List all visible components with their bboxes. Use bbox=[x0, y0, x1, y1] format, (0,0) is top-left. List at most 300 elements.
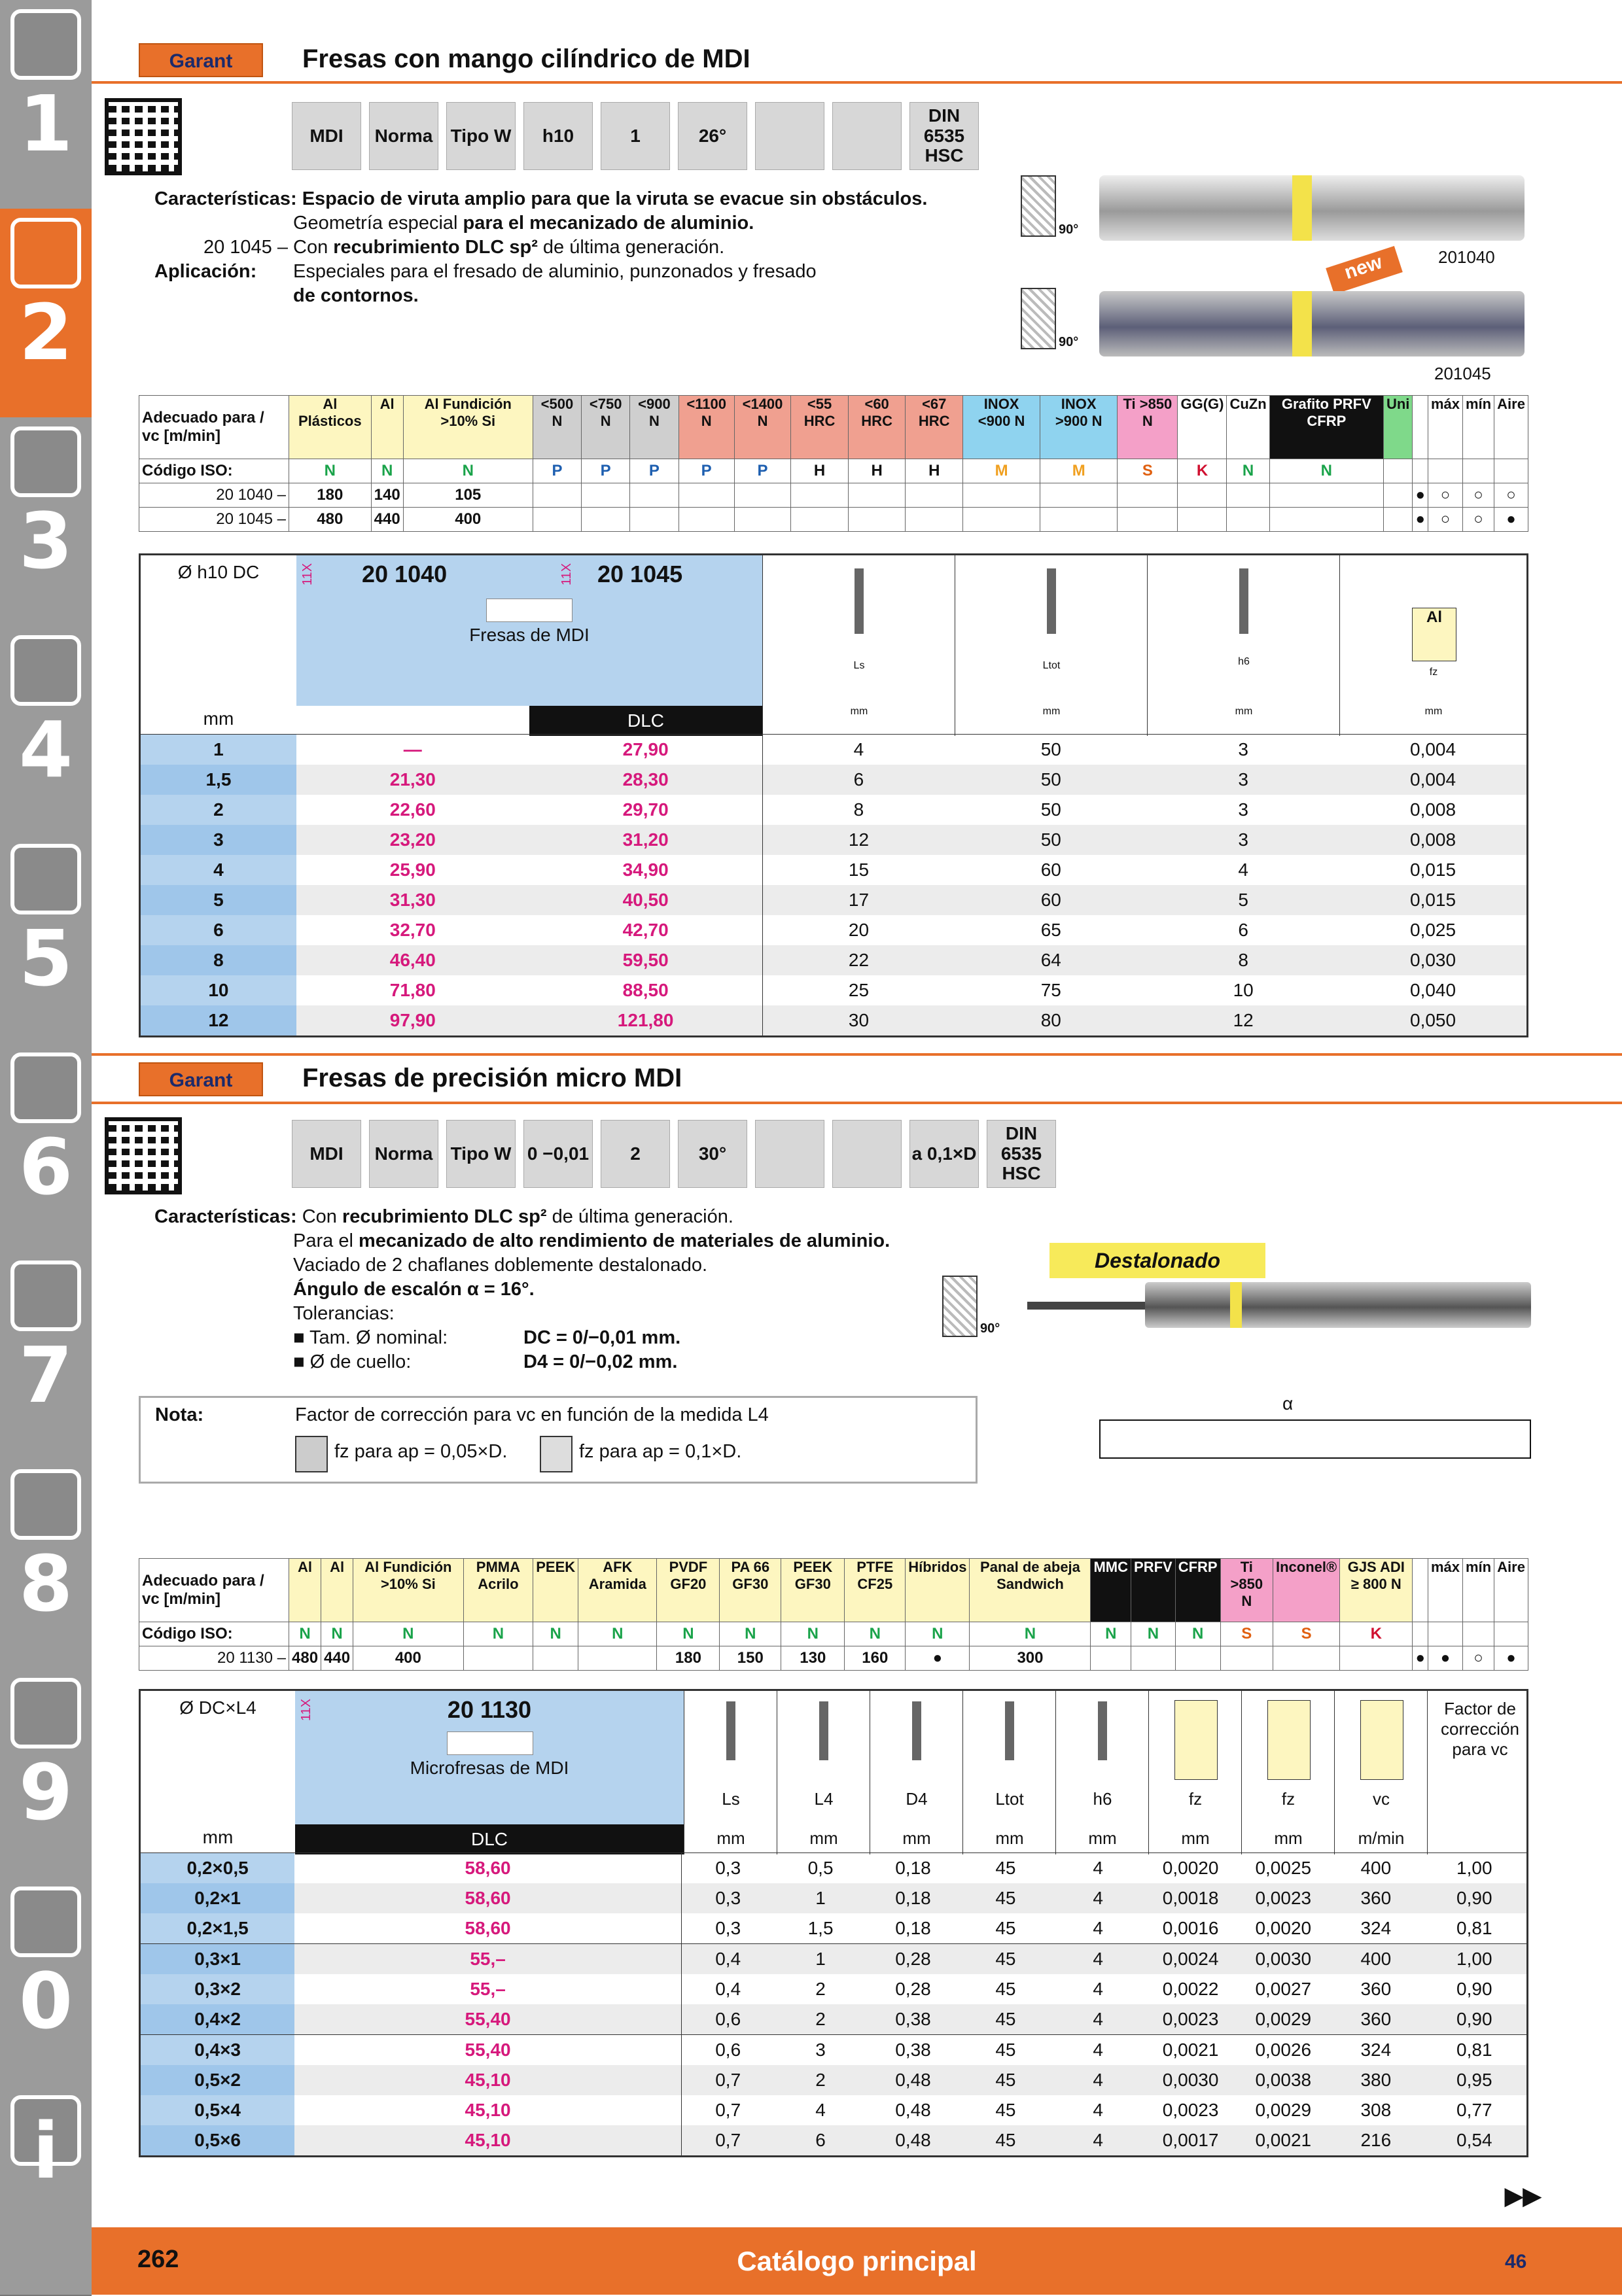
garant-logo: Garant bbox=[139, 43, 263, 77]
iso-code: H bbox=[848, 459, 906, 483]
tool-ring bbox=[1292, 291, 1312, 357]
iso-code bbox=[1428, 459, 1462, 483]
chapter-icon bbox=[10, 635, 81, 706]
value-cell: 3 bbox=[1147, 825, 1339, 855]
desc-key: Características: bbox=[154, 188, 297, 209]
value-cell: 4 bbox=[1052, 2065, 1144, 2095]
desc-line: de contornos. bbox=[293, 285, 419, 306]
iso-code: N bbox=[289, 459, 372, 483]
value-cell: 0,004 bbox=[1410, 739, 1456, 759]
sidebar-tab-9[interactable] bbox=[0, 1669, 92, 1879]
value-cell: 0,008 bbox=[1339, 825, 1527, 855]
chapter-icon bbox=[10, 9, 81, 80]
col-label: h6 bbox=[1238, 656, 1250, 667]
vc-value: 160 bbox=[845, 1646, 906, 1671]
unit-label: mm bbox=[1274, 1828, 1303, 1848]
qr-code bbox=[105, 98, 182, 175]
material-table-1 bbox=[139, 395, 1528, 532]
value-cell: 400 bbox=[1360, 1858, 1392, 1878]
iso-code: N bbox=[1091, 1622, 1131, 1646]
col-label: L4 bbox=[814, 1789, 834, 1809]
row-label: Código ISO: bbox=[139, 1622, 289, 1646]
desc-line: de última generación. bbox=[546, 1206, 733, 1227]
unit-label: mm bbox=[850, 706, 868, 717]
value-cell: 23,20 bbox=[296, 825, 529, 855]
chapter-icon bbox=[10, 1469, 81, 1540]
header-cell bbox=[141, 1691, 295, 1854]
value-cell: 4 bbox=[1052, 1944, 1144, 1975]
desc-line: DC = 0/−0,01 mm. bbox=[523, 1327, 681, 1348]
chapter-icon bbox=[10, 1261, 81, 1331]
value-cell: 0,0026 bbox=[1237, 2035, 1330, 2066]
desc-line: D4 = 0/−0,02 mm. bbox=[523, 1351, 678, 1372]
material-header: Ti >850 N bbox=[1118, 396, 1178, 459]
vc-value bbox=[1269, 483, 1383, 508]
chapter-number: i bbox=[32, 2106, 60, 2197]
desc-line: recubrimiento DLC sp² bbox=[333, 237, 538, 258]
data-table-1 bbox=[139, 734, 1528, 1037]
tool-ring bbox=[1292, 175, 1312, 241]
vc-value bbox=[578, 1646, 657, 1671]
material-al-icon bbox=[1174, 1700, 1218, 1780]
table-row bbox=[140, 1974, 1528, 2004]
angle-icon bbox=[1021, 288, 1056, 349]
dimension-icon bbox=[1005, 1701, 1014, 1760]
col-label: Factor de corrección para vc bbox=[1441, 1699, 1519, 1759]
iso-code: P bbox=[734, 459, 790, 483]
vc-value bbox=[679, 508, 734, 532]
symbol-box: Norma bbox=[369, 1120, 438, 1188]
desc-line: Espacio de viruta amplio para que la viruta se evacue sin obstáculos. bbox=[302, 188, 928, 209]
value-cell: 22,60 bbox=[389, 799, 436, 820]
row-label: 20 1040 – bbox=[139, 483, 289, 508]
header-cell bbox=[1055, 1691, 1149, 1854]
value-cell: 380 bbox=[1330, 2065, 1422, 2095]
table-row bbox=[140, 1944, 1528, 1975]
header-cell bbox=[762, 555, 955, 736]
vc-value: 150 bbox=[720, 1646, 781, 1671]
vc-value bbox=[463, 1646, 533, 1671]
iso-code: N bbox=[533, 1622, 578, 1646]
symbol-box bbox=[755, 1120, 824, 1188]
table-row bbox=[140, 765, 1528, 795]
value-cell: 45 bbox=[959, 2035, 1051, 2066]
value-cell: 3 bbox=[774, 2035, 866, 2066]
value-cell: 6 bbox=[774, 2125, 866, 2157]
sidebar-tab-3[interactable] bbox=[0, 417, 92, 627]
value-cell: 97,90 bbox=[296, 1005, 529, 1037]
symbol-box: MDI bbox=[292, 1120, 361, 1188]
value-cell: 6 bbox=[1238, 920, 1248, 940]
value-cell: 0,0030 bbox=[1144, 2065, 1237, 2095]
sidebar-tab-4[interactable] bbox=[0, 626, 92, 836]
product-name: Fresas de MDI bbox=[469, 625, 590, 645]
ap-icon bbox=[540, 1436, 573, 1472]
table-header-2 bbox=[139, 1689, 1528, 1852]
value-cell: 360 bbox=[1360, 1979, 1392, 1999]
value-cell: 27,90 bbox=[622, 739, 669, 759]
value-cell: 0,0038 bbox=[1237, 2065, 1330, 2095]
iso-code: M bbox=[1040, 459, 1118, 483]
dimension-icon bbox=[819, 1701, 828, 1760]
desc-line: Vaciado de 2 chaflanes doblemente destalonado. bbox=[293, 1255, 708, 1276]
value-cell: 0,3 bbox=[682, 1913, 775, 1944]
chapter-number: 0 bbox=[18, 1956, 73, 2047]
dimension-cell: 0,3×1 bbox=[140, 1944, 295, 1975]
material-header: máx bbox=[1428, 1559, 1462, 1622]
chapter-number: 6 bbox=[18, 1121, 73, 1212]
vc-value: ● bbox=[1413, 508, 1428, 532]
material-header: Al Plásticos bbox=[289, 396, 372, 459]
table-row bbox=[140, 1005, 1528, 1037]
value-cell: 50 bbox=[955, 765, 1147, 795]
value-cell: 28,30 bbox=[529, 765, 762, 795]
value-cell: 1,5 bbox=[807, 1918, 834, 1938]
material-header: INOX <900 N bbox=[963, 396, 1040, 459]
value-cell: 0,90 bbox=[1422, 1883, 1528, 1913]
symbol-box: 0 −0,01 bbox=[523, 1120, 593, 1188]
value-cell: 4 bbox=[1052, 2004, 1144, 2035]
table-row bbox=[140, 825, 1528, 855]
vc-value: ○ bbox=[1462, 483, 1494, 508]
vc-value bbox=[734, 508, 790, 532]
iso-code: N bbox=[1131, 1622, 1176, 1646]
chapter-number: 4 bbox=[18, 704, 73, 795]
desc-line: Especiales para el fresado de aluminio, punzonados y fresado bbox=[293, 261, 817, 282]
destalonado-label: Destalonado bbox=[1049, 1243, 1265, 1278]
value-cell: 55,40 bbox=[294, 2035, 681, 2066]
iso-code: S bbox=[1118, 459, 1178, 483]
value-cell: 0,6 bbox=[682, 2004, 775, 2035]
material-header: Panal de abeja Sandwich bbox=[970, 1559, 1091, 1622]
table-row bbox=[140, 2004, 1528, 2035]
value-cell: 0,0018 bbox=[1144, 1883, 1237, 1913]
description-2 bbox=[154, 1205, 1005, 1374]
value-cell: 45,10 bbox=[294, 2065, 681, 2095]
iso-code: S bbox=[1273, 1622, 1339, 1646]
value-cell: 4 bbox=[1093, 2100, 1103, 2120]
note-key: Nota: bbox=[155, 1404, 204, 1425]
vc-value bbox=[1040, 508, 1118, 532]
value-cell: 45,10 bbox=[294, 2125, 681, 2157]
material-header: Al Fundición >10% Si bbox=[403, 396, 533, 459]
desc-key: 20 1045 – bbox=[203, 237, 288, 258]
sidebar-tab-i[interactable] bbox=[0, 2086, 92, 2296]
material-header: PTFE CF25 bbox=[845, 1559, 906, 1622]
dimension-cell: 0,3×2 bbox=[140, 1974, 295, 2004]
tool-image-201040 bbox=[1099, 175, 1525, 241]
iso-code: M bbox=[963, 459, 1040, 483]
value-cell: 0,0020 bbox=[1255, 1918, 1312, 1938]
material-header: <1100 N bbox=[679, 396, 734, 459]
vc-row bbox=[139, 508, 1528, 532]
sidebar-tab-1[interactable] bbox=[0, 0, 92, 210]
value-cell: 45 bbox=[959, 2125, 1051, 2157]
unit-label: mm bbox=[1088, 1828, 1117, 1848]
value-cell: 55,– bbox=[470, 1979, 506, 1999]
row-label: Adecuado para / vc [m/min] bbox=[139, 396, 289, 459]
chapter-number: 5 bbox=[18, 913, 73, 1003]
unit-label: mm bbox=[202, 1827, 234, 1847]
qr-code bbox=[105, 1117, 182, 1194]
diameter-cell: 3 bbox=[140, 825, 296, 855]
material-header: Al Fundición >10% Si bbox=[353, 1559, 464, 1622]
value-cell: 8 bbox=[762, 795, 955, 825]
vc-value: 400 bbox=[353, 1646, 464, 1671]
angle-label: 90° bbox=[980, 1321, 1000, 1336]
iso-code bbox=[1413, 1622, 1428, 1646]
value-cell: 42,70 bbox=[622, 920, 669, 940]
value-cell: 25,90 bbox=[389, 860, 436, 880]
value-cell: 0,48 bbox=[895, 2100, 931, 2120]
value-cell: 0,4 bbox=[682, 1944, 775, 1975]
value-cell: 0,77 bbox=[1456, 2100, 1492, 2120]
material-header-row bbox=[139, 396, 1528, 459]
value-cell: 64 bbox=[955, 945, 1147, 975]
material-header: GJS ADI ≥ 800 N bbox=[1340, 1559, 1413, 1622]
value-cell: 0,7 bbox=[682, 2095, 775, 2125]
section-title: Fresas con mango cilíndrico de MDI bbox=[302, 44, 750, 73]
unit-label: mm bbox=[203, 708, 234, 729]
vc-value: 130 bbox=[781, 1646, 845, 1671]
note-box bbox=[139, 1396, 978, 1484]
tool-label: 201040 bbox=[1438, 247, 1495, 267]
symbol-box bbox=[832, 102, 902, 170]
sidebar bbox=[0, 0, 92, 2295]
desc-line: para el mecanizado de aluminio. bbox=[463, 213, 754, 234]
value-cell: 40,50 bbox=[529, 885, 762, 915]
dimension-cell: 0,5×6 bbox=[140, 2125, 295, 2157]
material-header: <55 HRC bbox=[791, 396, 849, 459]
ls-icon bbox=[855, 568, 864, 634]
material-header: <500 N bbox=[533, 396, 581, 459]
tool-label: 201045 bbox=[1434, 364, 1491, 383]
value-cell: 50 bbox=[1040, 799, 1061, 820]
value-cell: 0,0023 bbox=[1144, 2004, 1237, 2035]
iso-code: P bbox=[679, 459, 734, 483]
garant-logo-small bbox=[447, 1731, 533, 1755]
value-cell: 55,– bbox=[294, 1944, 681, 1975]
value-cell: 45 bbox=[959, 1883, 1051, 1913]
table-row bbox=[140, 735, 1528, 765]
iso-row bbox=[139, 1622, 1528, 1646]
vc-value bbox=[582, 508, 630, 532]
row-label: 20 1130 – bbox=[139, 1646, 289, 1671]
value-cell: 0,0027 bbox=[1255, 1979, 1312, 1999]
diameter-cell: 2 bbox=[140, 795, 296, 825]
value-cell: 45 bbox=[959, 1944, 1051, 1975]
value-cell: 34,90 bbox=[622, 860, 669, 880]
value-cell: 0,18 bbox=[895, 1858, 931, 1878]
header-cell bbox=[296, 555, 762, 706]
value-cell: 80 bbox=[955, 1005, 1147, 1037]
vc-value: 400 bbox=[403, 508, 533, 532]
col-label: fz bbox=[1429, 667, 1438, 678]
value-cell: 20 bbox=[762, 915, 955, 945]
vc-value: ● bbox=[1413, 483, 1428, 508]
vc-value: 480 bbox=[289, 508, 372, 532]
value-cell: 400 bbox=[1330, 1944, 1422, 1975]
desc-line: Ángulo de escalón α = 16°. bbox=[293, 1279, 535, 1300]
garant-logo: Garant bbox=[139, 1062, 263, 1096]
material-header: PEEK bbox=[533, 1559, 578, 1622]
symbol-box bbox=[832, 1120, 902, 1188]
tool-ring bbox=[1230, 1282, 1242, 1328]
symbol-box: DIN 6535 HSC bbox=[909, 102, 979, 170]
value-cell: 0,0017 bbox=[1144, 2125, 1237, 2157]
value-cell: 5 bbox=[1147, 885, 1339, 915]
table-row bbox=[140, 885, 1528, 915]
dimension-cell: 0,2×1,5 bbox=[140, 1913, 295, 1944]
material-header: Al bbox=[289, 1559, 321, 1622]
material-header: <60 HRC bbox=[848, 396, 906, 459]
value-cell: 324 bbox=[1360, 1918, 1392, 1938]
section-divider bbox=[92, 1053, 1622, 1056]
material-header: GG(G) bbox=[1178, 396, 1227, 459]
table-header-1 bbox=[139, 553, 1528, 734]
vc-value bbox=[1340, 1646, 1413, 1671]
header-cell bbox=[1148, 1691, 1242, 1854]
iso-code bbox=[1383, 459, 1412, 483]
vc-value bbox=[1178, 483, 1227, 508]
ap-icon bbox=[295, 1436, 328, 1472]
iso-code bbox=[1462, 459, 1494, 483]
value-cell: 0,18 bbox=[867, 1883, 959, 1913]
header-cell bbox=[1339, 555, 1527, 736]
table-row bbox=[140, 2125, 1528, 2157]
value-cell: 216 bbox=[1330, 2125, 1422, 2157]
material-header: Uni bbox=[1383, 396, 1412, 459]
vc-value: 440 bbox=[321, 1646, 353, 1671]
value-cell: 88,50 bbox=[622, 980, 669, 1000]
diameter-cell: 1 bbox=[140, 735, 296, 765]
next-page-arrow[interactable]: ▶▶ bbox=[1505, 2182, 1542, 2209]
value-cell: 0,0029 bbox=[1255, 2100, 1312, 2120]
header-cell bbox=[1147, 555, 1340, 736]
material-header: Al bbox=[321, 1559, 353, 1622]
value-cell: 55,40 bbox=[294, 2004, 681, 2035]
value-cell: 32,70 bbox=[389, 920, 436, 940]
diameter-cell: 6 bbox=[140, 915, 296, 945]
material-header: PMMA Acrilo bbox=[463, 1559, 533, 1622]
value-cell: 1,00 bbox=[1456, 1858, 1492, 1878]
material-header: Grafito PRFV CFRP bbox=[1269, 396, 1383, 459]
value-cell: 4 bbox=[762, 735, 955, 765]
dimension-cell: 0,5×2 bbox=[140, 2065, 295, 2095]
chapter-icon bbox=[10, 1678, 81, 1748]
iso-code: N bbox=[657, 1622, 720, 1646]
iso-code bbox=[1428, 1622, 1462, 1646]
value-cell: 0,90 bbox=[1456, 1979, 1492, 1999]
vc-value bbox=[848, 483, 906, 508]
product-name: Microfresas de MDI bbox=[410, 1758, 569, 1778]
iso-code: N bbox=[321, 1622, 353, 1646]
value-cell: 308 bbox=[1360, 2100, 1392, 2120]
material-header: CuZn bbox=[1227, 396, 1269, 459]
value-cell: 0,0021 bbox=[1144, 2035, 1237, 2066]
sidebar-tab-0[interactable] bbox=[0, 1877, 92, 2087]
value-cell: 0,004 bbox=[1339, 765, 1527, 795]
symbol-box bbox=[755, 102, 824, 170]
symbol-box: 30° bbox=[678, 1120, 747, 1188]
desc-line: mecanizado de alto rendimiento de materiales de aluminio. bbox=[358, 1230, 890, 1251]
vc-value bbox=[791, 483, 849, 508]
value-cell: 45,10 bbox=[465, 2100, 511, 2120]
angle-label: 90° bbox=[1059, 335, 1079, 349]
iso-code bbox=[1494, 1622, 1528, 1646]
col-label: Ltot bbox=[995, 1789, 1024, 1809]
symbol-box: a 0,1×D bbox=[909, 1120, 979, 1188]
row-label: Adecuado para / vc [m/min] bbox=[139, 1559, 289, 1622]
material-header bbox=[1413, 396, 1428, 459]
material-header: Aire bbox=[1494, 1559, 1528, 1622]
value-cell: 0,0020 bbox=[1162, 1858, 1219, 1878]
header-cell bbox=[1334, 1691, 1428, 1854]
symbol-box: Norma bbox=[369, 102, 438, 170]
material-al-icon bbox=[1360, 1700, 1403, 1780]
header-cell bbox=[1427, 1691, 1532, 1854]
desc-line: Geometría especial bbox=[293, 213, 463, 234]
iso-code: N bbox=[845, 1622, 906, 1646]
value-cell: — bbox=[403, 739, 422, 759]
iso-code: N bbox=[578, 1622, 657, 1646]
vc-value: 300 bbox=[970, 1646, 1091, 1671]
mx-label: 11X bbox=[299, 1698, 313, 1721]
material-header: PVDF GF20 bbox=[657, 1559, 720, 1622]
sidebar-tab-6[interactable] bbox=[0, 1043, 92, 1253]
vc-value: ● bbox=[1428, 1646, 1462, 1671]
page-number: 262 bbox=[137, 2246, 179, 2273]
material-table-2 bbox=[139, 1558, 1528, 1671]
value-cell: 0,0024 bbox=[1144, 1944, 1237, 1975]
table-row bbox=[140, 2065, 1528, 2095]
iso-code: N bbox=[403, 459, 533, 483]
col-label: vc bbox=[1373, 1789, 1390, 1809]
symbol-box: 2 bbox=[601, 1120, 670, 1188]
sidebar-tab-5[interactable] bbox=[0, 835, 92, 1045]
value-cell: 45 bbox=[995, 2100, 1016, 2120]
sidebar-tab-7[interactable] bbox=[0, 1251, 92, 1461]
dimension-cell: 0,2×1 bbox=[140, 1883, 295, 1913]
chapter-icon bbox=[10, 218, 81, 288]
vc-value: ○ bbox=[1462, 508, 1494, 532]
material-header: Híbridos bbox=[906, 1559, 970, 1622]
value-cell: 31,30 bbox=[296, 885, 529, 915]
vc-value: ● bbox=[1413, 1646, 1428, 1671]
mx-label: 11X bbox=[300, 563, 315, 585]
value-cell: 30 bbox=[762, 1005, 955, 1037]
value-cell: 0,81 bbox=[1422, 2035, 1528, 2066]
value-cell: 4 bbox=[1052, 2035, 1144, 2066]
vc-value: 440 bbox=[371, 508, 403, 532]
value-cell: 3 bbox=[1238, 799, 1248, 820]
dimension-icon bbox=[1098, 1701, 1107, 1760]
value-cell: 12 bbox=[1147, 1005, 1339, 1037]
sidebar-tab-8[interactable] bbox=[0, 1460, 92, 1670]
iso-code: N bbox=[1227, 459, 1269, 483]
iso-code: N bbox=[1269, 459, 1383, 483]
vc-value: ○ bbox=[1462, 1646, 1494, 1671]
iso-code: K bbox=[1178, 459, 1227, 483]
desc-line: Para el bbox=[293, 1230, 359, 1251]
value-cell: 360 bbox=[1330, 1883, 1422, 1913]
vc-value bbox=[679, 483, 734, 508]
vc-value bbox=[848, 508, 906, 532]
sidebar-tab-2[interactable] bbox=[0, 209, 92, 419]
value-cell: 0,18 bbox=[895, 1918, 931, 1938]
value-cell: 0,28 bbox=[895, 1979, 931, 1999]
value-cell: 121,80 bbox=[529, 1005, 762, 1037]
